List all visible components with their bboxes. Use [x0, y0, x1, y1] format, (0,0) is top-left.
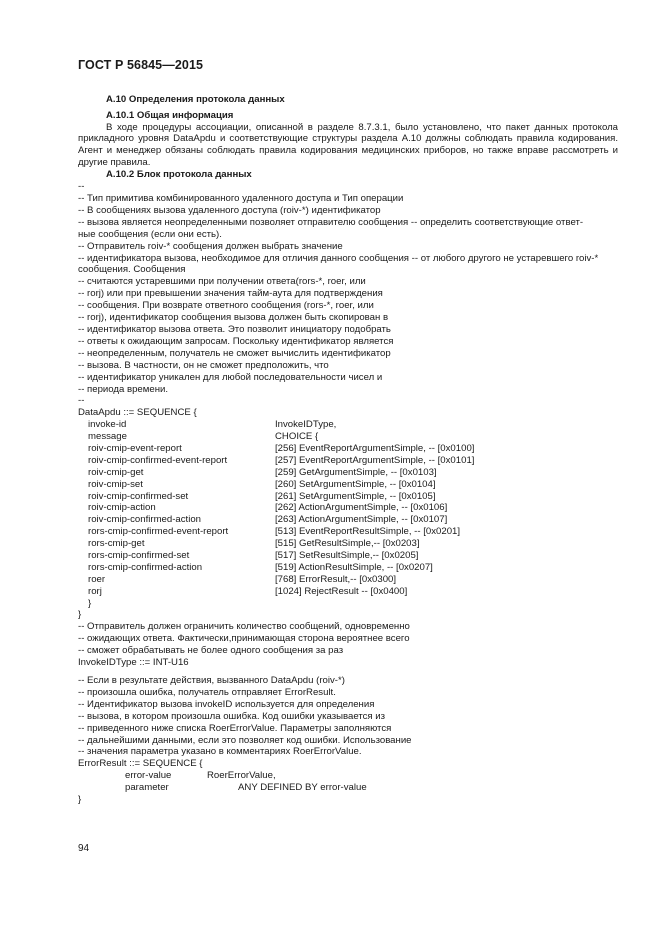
apdu-field-value: [263] ActionArgumentSimple, -- [0x0107] [275, 514, 448, 526]
comment-line: -- вызова является неопределенными позволяет отправителю сообщения -- определить соответствующие ответ- [78, 216, 584, 228]
apdu-row [78, 455, 618, 467]
comment-line: -- вызова. В частности, он не сможет предположить, что [78, 359, 329, 371]
comment-line: -- сообщения. При возврате ответного сообщения (rors-*, roer, или [78, 300, 374, 312]
errorresult-open: ErrorResult ::= SEQUENCE { [78, 758, 203, 770]
apdu-field-name: roiv-cmip-get [88, 466, 144, 478]
apdu-row [78, 586, 618, 598]
comment-line: -- rorj) или при превышении значения тайм-аута для подтверждения [78, 288, 383, 300]
apdu-field-name: roer [88, 573, 106, 585]
apdu-row [78, 479, 618, 491]
apdu-field-value: [515] GetResultSimple,-- [0x0203] [275, 538, 420, 550]
apdu-field-name: rors-cmip-confirmed-action [88, 561, 203, 573]
apdu-field-name: roiv-cmip-set [88, 478, 143, 490]
comment-line: -- неопределенным, получатель не сможет вычислить идентификатор [78, 347, 391, 359]
apdu-field-name: rorj [88, 585, 102, 597]
apdu-field-value: [519] ActionResultSimple, -- [0x0207] [275, 561, 433, 573]
page-body [78, 94, 618, 806]
comment-line: -- ответы к ожидающим запросам. Поскольку идентификатор является [78, 335, 394, 347]
comment-line: -- В сообщениях вызова удаленного доступа (roiv-*) идентификатор [78, 204, 381, 216]
subsection-title-general: А.10.1 Общая информация [106, 109, 234, 121]
apdu-field-value: [768] ErrorResult,-- [0x0300] [275, 573, 397, 585]
standard-header: ГОСТ Р 56845—2015 [78, 58, 204, 72]
apdu-field-name: roiv-cmip-confirmed-event-report [88, 454, 228, 466]
apdu-row [78, 491, 618, 503]
apdu-field-value: [1024] RejectResult -- [0x0400] [275, 585, 408, 597]
comment-block-invoke [78, 181, 618, 407]
apdu-field-name: roiv-cmip-confirmed-set [88, 490, 189, 502]
apdu-field-name: invoke-id [88, 419, 127, 431]
apdu-field-name: roiv-cmip-event-report [88, 443, 182, 454]
apdu-field-name: rors-cmip-confirmed-set [88, 550, 190, 562]
apdu-field-value: [257] EventReportArgumentSimple, -- [0x0101] [275, 454, 475, 466]
comment-line: -- Тип примитива комбинированного удаленного доступа и Тип операции [78, 193, 404, 204]
apdu-field-name: rors-cmip-get [88, 538, 145, 550]
comment-block-error [78, 675, 618, 758]
error-value-name: error-value [125, 770, 172, 782]
comment-line: -- Если в результате действия, вызванного DataApdu (roiv-*) [78, 675, 345, 687]
apdu-row [78, 467, 618, 479]
errorresult-definition [78, 758, 618, 806]
comment-line: -- rorj), идентификатор сообщения вызова должен быть скопирован в [78, 312, 389, 324]
comment-line: -- Отправитель должен ограничить количество сообщений, одновременно [78, 621, 410, 633]
parameter-type: ANY DEFINED BY error-value [238, 782, 367, 794]
comment-line: -- сможет обрабатывать не более одного сообщения за раз [78, 645, 344, 657]
apdu-row [78, 431, 618, 443]
comment-line: -- вызова, в котором произошла ошибка. Код ошибки указывается из [78, 710, 386, 722]
apdu-field-value: [256] EventReportArgumentSimple, -- [0x0100] [275, 443, 475, 454]
comment-line: -- ожидающих ответа. Фактически,принимающая сторона вероятнее всего [78, 633, 410, 645]
errorresult-close-brace: } [78, 794, 82, 806]
apdu-field-name: rors-cmip-confirmed-event-report [88, 526, 229, 538]
apdu-field-value: [513] EventReportResultSimple, -- [0x0201] [275, 526, 461, 538]
comment-line: -- считаются устаревшими при получении ответа(rors-*, roer, или [78, 276, 366, 288]
apdu-row [78, 574, 618, 586]
comment-line: -- идентификатор вызова ответа. Это позволит инициатору подобрать [78, 323, 391, 335]
comment-line: -- [78, 395, 85, 407]
apdu-field-value: [260] SetArgumentSimple, -- [0x0104] [275, 478, 436, 490]
apdu-row [78, 419, 618, 431]
apdu-field-name: message [88, 431, 127, 443]
parameter-name: parameter [125, 782, 169, 794]
subsection-title-pdu: А.10.2 Блок протокола данных [106, 169, 252, 181]
dataapdu-open: DataApdu ::= SEQUENCE { [78, 407, 197, 419]
error-value-type: RoerErrorValue, [207, 770, 276, 782]
comment-line: -- идентификатора вызова, необходимое для отличия данного сообщения -- от любого другого не устаревшего roiv-* [78, 252, 599, 264]
comment-line: -- дальнейшими данными, если это позволяет код ошибки. Использование [78, 734, 412, 746]
errorresult-row [78, 770, 618, 782]
comment-line: -- [78, 181, 85, 193]
apdu-row [78, 538, 618, 550]
apdu-row [78, 562, 618, 574]
comment-block-limit [78, 621, 618, 657]
dataapdu-close-brace: } [78, 609, 82, 621]
comment-line: ные сообщения (если они есть). [78, 228, 222, 240]
comment-line: -- значения параметра указано в комментариях RoerErrorValue. [78, 746, 362, 758]
choice-close-brace: } [88, 597, 92, 609]
comment-line: -- приведенного ниже списка RoerErrorValue. Параметры заполняются [78, 722, 392, 734]
apdu-field-value: CHOICE { [275, 431, 319, 443]
comment-line: -- произошла ошибка, получатель отправляет ErrorResult. [78, 686, 336, 698]
page-number: 94 [78, 843, 90, 854]
comment-line: сообщения. Сообщения [78, 264, 186, 276]
apdu-row [78, 502, 618, 514]
apdu-row [78, 526, 618, 538]
invokeidtype-definition: InvokeIDType ::= INT-U16 [78, 657, 189, 669]
comment-line: -- Идентификатор вызова invokeID используется для определения [78, 698, 375, 710]
apdu-field-value: [259] GetArgumentSimple, -- [0x0103] [275, 466, 437, 478]
section-title: А.10 Определения протокола данных [106, 94, 285, 105]
apdu-field-name: roiv-cmip-confirmed-action [88, 514, 202, 526]
comment-line: -- идентификатор уникален для любой последовательности чисел и [78, 371, 383, 383]
apdu-field-value: [517] SetResultSimple,-- [0x0205] [275, 550, 419, 562]
apdu-field-value: [262] ActionArgumentSimple, -- [0x0106] [275, 502, 448, 514]
general-info-paragraph: В ходе процедуры ассоциации, описанной в разделе 8.7.3.1, было установлено, что пакет данных протокола прикладного уровня DataApdu и соответствующие структуры раздела А.10 должны соблюдать правила кодирования. Агент и менеджер обязаны соблюдать правила кодирования медицинских приборов, но также вправе рассмотреть и другие правила. [78, 121, 618, 168]
comment-line: -- Отправитель roiv-* сообщения должен выбрать значение [78, 240, 343, 252]
apdu-field-value: InvokeIDType, [275, 419, 337, 431]
apdu-field-value: [261] SetArgumentSimple, -- [0x0105] [275, 490, 436, 502]
apdu-field-name: roiv-cmip-action [88, 502, 156, 514]
comment-line: -- периода времени. [78, 383, 169, 395]
apdu-row [78, 443, 618, 455]
apdu-row [78, 514, 618, 526]
apdu-row [78, 550, 618, 562]
errorresult-row [78, 782, 618, 794]
dataapdu-definition [78, 407, 618, 621]
